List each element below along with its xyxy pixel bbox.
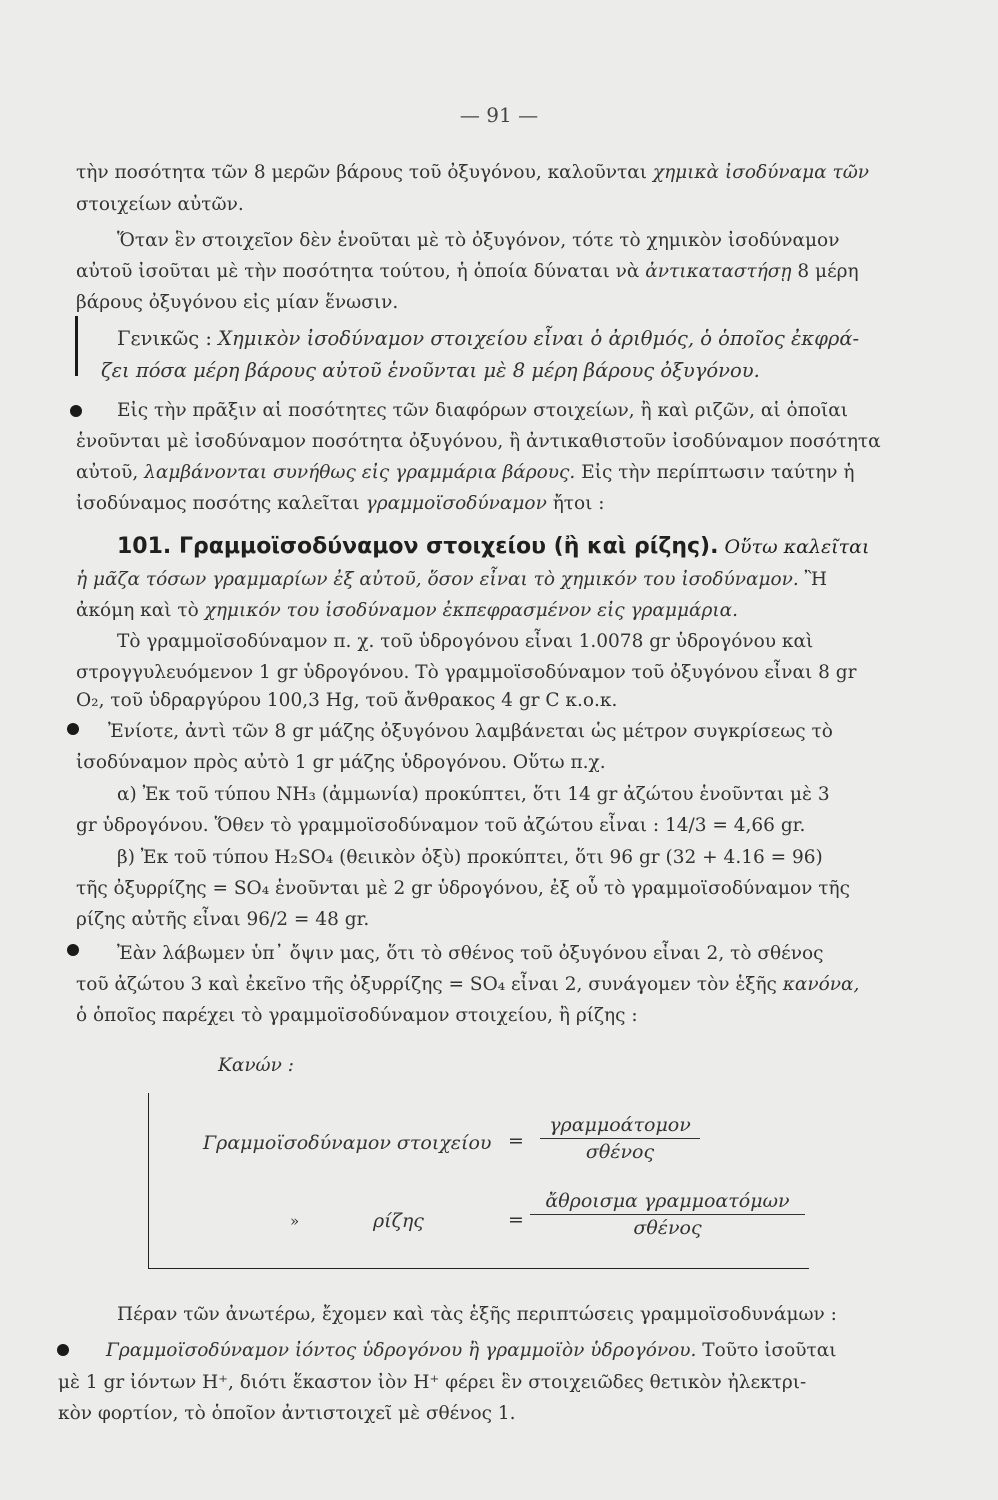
equals-sign: = bbox=[508, 1209, 524, 1231]
formula-lhs: ρίζης bbox=[373, 1210, 424, 1232]
bullet-icon bbox=[57, 1344, 69, 1356]
text-line: στρογγυλευόμενον 1 gr ὑδρογόνου. Τὸ γραμμοϊσοδύναμον τοῦ ὀξυγόνου εἶναι 8 gr bbox=[76, 662, 857, 683]
text-line: Πέραν τῶν ἀνωτέρω, ἔχομεν καὶ τὰς ἑξῆς περιπτώσεις γραμμοϊσοδυνάμων : bbox=[117, 1304, 837, 1325]
text-line: gr ὑδρογόνου. Ὅθεν τὸ γραμμοϊσοδύναμον τοῦ ἀζώτου εἶναι : 14/3 = 4,66 gr. bbox=[76, 815, 806, 836]
numerator: γραμμοάτομον bbox=[549, 1114, 691, 1136]
text-line: ἰσοδύναμον πρὸς αὐτὸ 1 gr μάζης ὑδρογόνου. Οὕτω π.χ. bbox=[76, 752, 606, 773]
text-line: Ἐὰν λάβωμεν ὑπ᾽ ὄψιν μας, ὅτι τὸ σθένος τοῦ ὀξυγόνου εἶναι 2, τὸ σθένος bbox=[117, 943, 824, 964]
text-line: β) Ἐκ τοῦ τύπου H₂SO₄ (θειικὸν ὀξὺ) προκύπτει, ὅτι 96 gr (32 + 4.16 = 96) bbox=[117, 847, 823, 868]
text-line: O₂, τοῦ ὑδραργύρου 100,3 Hg, τοῦ ἄνθρακος 4 gr C κ.ο.κ. bbox=[76, 690, 618, 711]
bullet-icon bbox=[67, 723, 79, 735]
text-line: Τὸ γραμμοϊσοδύναμον π. χ. τοῦ ὑδρογόνου εἶναι 1.0078 gr ὑδρογόνου καὶ bbox=[117, 631, 814, 652]
text-line: α) Ἐκ τοῦ τύπου NH₃ (ἀμμωνία) προκύπτει, ὅτι 14 gr ἀζώτου ἑνοῦνται μὲ 3 bbox=[117, 784, 830, 805]
text-line: τὴν ποσότητα τῶν 8 μερῶν βάρους τοῦ ὀξυγόνου, καλοῦνται χημικὰ ἰσοδύναμα τῶν bbox=[76, 162, 870, 183]
denominator: σθένος bbox=[585, 1141, 655, 1163]
page-number: — 91 — bbox=[459, 103, 539, 127]
bullet-icon bbox=[70, 405, 82, 417]
text-line: κὸν φορτίον, τὸ ὁποῖον ἀντιστοιχεῖ μὲ σθένος 1. bbox=[58, 1403, 516, 1424]
ditto-mark: » bbox=[290, 1212, 300, 1230]
text-line: ἡ μᾶζα τόσων γραμμαρίων ἐξ αὐτοῦ, ὅσον εἶναι τὸ χημικόν του ἰσοδύναμον. Ἢ bbox=[76, 569, 828, 590]
text-line: ἑνοῦνται μὲ ἰσοδύναμον ποσότητα ὀξυγόνου, ἢ ἀντικαθιστοῦν ἰσοδύναμον ποσότητα bbox=[76, 431, 881, 452]
margin-rule bbox=[75, 316, 78, 376]
fraction-bar bbox=[530, 1214, 805, 1215]
text-line: Ὅταν ἓν στοιχεῖον δὲν ἑνοῦται μὲ τὸ ὀξυγόνον, τότε τὸ χημικὸν ἰσοδύναμον bbox=[117, 230, 840, 251]
fraction-bar bbox=[540, 1138, 700, 1139]
rule-label: Κανών : bbox=[218, 1055, 295, 1076]
text-line: τῆς ὀξυρρίζης = SO₄ ἑνοῦνται μὲ 2 gr ὑδρογόνου, ἐξ οὗ τὸ γραμμοϊσοδύναμον τῆς bbox=[76, 878, 850, 899]
text-line: ἰσοδύναμος ποσότης καλεῖται γραμμοϊσοδύναμον ἤτοι : bbox=[76, 493, 605, 514]
definition-line: ζει πόσα μέρη βάρους αὐτοῦ ἑνοῦνται μὲ 8 μέρη βάρους ὀξυγόνου. bbox=[101, 359, 760, 382]
text-line: Γραμμοϊσοδύναμον ἰόντος ὑδρογόνου ἢ γραμμοϊὸν ὑδρογόνου. Τοῦτο ἰσοῦται bbox=[106, 1340, 837, 1361]
text-line: Εἰς τὴν πρᾶξιν αἱ ποσότητες τῶν διαφόρων στοιχείων, ἢ καὶ ριζῶν, αἱ ὁποῖαι bbox=[117, 400, 848, 421]
text-line: αὐτοῦ ἰσοῦται μὲ τὴν ποσότητα τούτου, ἡ ὁποία δύναται νὰ ἀντικαταστήσῃ 8 μέρη bbox=[76, 261, 859, 282]
definition-line: Γενικῶς : Χημικὸν ἰσοδύναμον στοιχείου εἶναι ὁ ἀριθμός, ὁ ὁποῖος ἐκφρά- bbox=[117, 327, 860, 350]
text-line: στοιχείων αὐτῶν. bbox=[76, 194, 244, 215]
section-heading: 101. Γραμμοϊσοδύναμον στοιχείου (ἢ καὶ ρίζης). Οὕτω καλεῖται bbox=[117, 534, 870, 559]
equals-sign: = bbox=[508, 1130, 524, 1152]
text-line: βάρους ὀξυγόνου εἰς μίαν ἕνωσιν. bbox=[76, 292, 399, 313]
text-line: μὲ 1 gr ἰόντων H⁺, διότι ἕκαστον ἰὸν H⁺ φέρει ἓν στοιχειῶδες θετικὸν ἠλεκτρι- bbox=[58, 1372, 807, 1393]
bullet-icon bbox=[67, 944, 79, 956]
formula-lhs: Γραμμοϊσοδύναμον στοιχείου bbox=[203, 1132, 492, 1154]
text-line: τοῦ ἀζώτου 3 καὶ ἐκεῖνο τῆς ὀξυρρίζης = SO₄ εἶναι 2, συνάγομεν τὸν ἑξῆς κανόνα, bbox=[76, 974, 860, 995]
formula-box bbox=[148, 1093, 809, 1269]
text-line: Ἐνίοτε, ἀντὶ τῶν 8 gr μάζης ὀξυγόνου λαμβάνεται ὡς μέτρον συγκρίσεως τὸ bbox=[108, 721, 833, 742]
text-line: ἀκόμη καὶ τὸ χημικόν του ἰσοδύναμον ἐκπεφρασμένον εἰς γραμμάρια. bbox=[76, 600, 738, 621]
text-line: ὁ ὁποῖος παρέχει τὸ γραμμοϊσοδύναμον στοιχείου, ἢ ρίζης : bbox=[76, 1005, 638, 1026]
fraction bbox=[540, 1114, 700, 1163]
fraction bbox=[530, 1190, 805, 1239]
denominator: σθένος bbox=[633, 1217, 702, 1239]
text-line: αὐτοῦ, λαμβάνονται συνήθως εἰς γραμμάρια βάρους. Εἰς τὴν περίπτωσιν ταύτην ἡ bbox=[76, 462, 855, 483]
numerator: ἄθροισμα γραμμοατόμων bbox=[545, 1190, 790, 1212]
text-line: ρίζης αὐτῆς εἶναι 96/2 = 48 gr. bbox=[76, 909, 370, 930]
